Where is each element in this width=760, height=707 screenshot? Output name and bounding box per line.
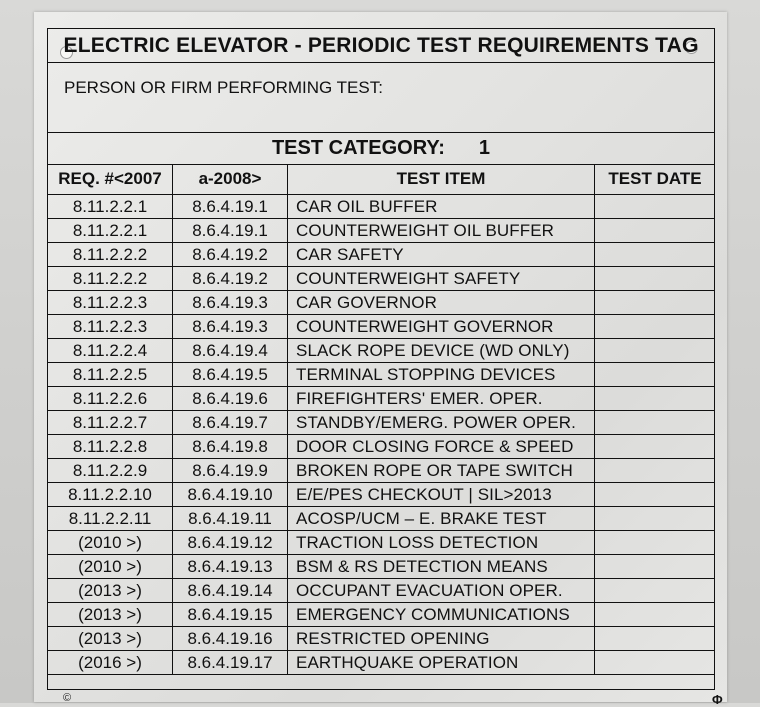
- cell-req-2007: 8.11.2.2.8: [48, 435, 173, 459]
- cell-a-2008: 8.6.4.19.2: [173, 267, 288, 291]
- cell-req-2007: 8.11.2.2.1: [48, 219, 173, 243]
- cell-test-date: [595, 555, 716, 579]
- cell-req-2007: 8.11.2.2.11: [48, 507, 173, 531]
- table-row: [48, 339, 715, 363]
- cell-a-2008: 8.6.4.19.1: [173, 219, 288, 243]
- cell-test-item: EARTHQUAKE OPERATION: [288, 651, 595, 675]
- cell-test-item: CAR OIL BUFFER: [288, 195, 595, 219]
- cell-req-2007: 8.11.2.2.4: [48, 339, 173, 363]
- cell-test-item: DOOR CLOSING FORCE & SPEED: [288, 435, 595, 459]
- copyright-mark: ©: [63, 692, 72, 704]
- test-requirements-tag: [34, 12, 727, 707]
- table-row: [48, 555, 715, 579]
- cell-a-2008: 8.6.4.19.3: [173, 315, 288, 339]
- cell-a-2008: 8.6.4.19.9: [173, 459, 288, 483]
- cell-test-date: [595, 291, 716, 315]
- table-row: [48, 507, 715, 531]
- tag-title: ELECTRIC ELEVATOR - PERIODIC TEST REQUIREMENTS TAG: [48, 29, 714, 63]
- cell-a-2008: 8.6.4.19.12: [173, 531, 288, 555]
- cell-req-2007: (2010 >): [48, 531, 173, 555]
- cell-test-date: [595, 219, 716, 243]
- tag-frame: [47, 28, 723, 707]
- cell-test-date: [595, 315, 716, 339]
- table-row: [48, 651, 715, 675]
- cell-test-date: [595, 507, 716, 531]
- table-row: [48, 627, 715, 651]
- cell-req-2007: 8.11.2.2.9: [48, 459, 173, 483]
- cell-test-date: [595, 651, 716, 675]
- cell-req-2007: (2010 >): [48, 555, 173, 579]
- cell-test-item: COUNTERWEIGHT OIL BUFFER: [288, 219, 595, 243]
- cell-test-item: CAR SAFETY: [288, 243, 595, 267]
- table-row: [48, 483, 715, 507]
- table-row: [48, 315, 715, 339]
- cell-test-date: [595, 435, 716, 459]
- cell-a-2008: 8.6.4.19.2: [173, 243, 288, 267]
- cell-test-date: [595, 579, 716, 603]
- test-requirements-table: [48, 164, 715, 675]
- test-category: [48, 132, 714, 165]
- cell-test-item: RESTRICTED OPENING: [288, 627, 595, 651]
- cell-test-date: [595, 363, 716, 387]
- table-row: [48, 387, 715, 411]
- table-row: [48, 459, 715, 483]
- cell-a-2008: 8.6.4.19.1: [173, 195, 288, 219]
- header-test-date: TEST DATE: [595, 164, 716, 195]
- table-header-row: [48, 164, 715, 195]
- cell-req-2007: 8.11.2.2.2: [48, 267, 173, 291]
- cell-test-item: FIREFIGHTERS' EMER. OPER.: [288, 387, 595, 411]
- performer-label: PERSON OR FIRM PERFORMING TEST:: [64, 78, 383, 97]
- cell-req-2007: 8.11.2.2.6: [48, 387, 173, 411]
- table-row: [48, 291, 715, 315]
- cell-a-2008: 8.6.4.19.6: [173, 387, 288, 411]
- cell-a-2008: 8.6.4.19.8: [173, 435, 288, 459]
- cell-a-2008: 8.6.4.19.11: [173, 507, 288, 531]
- cell-test-item: COUNTERWEIGHT SAFETY: [288, 267, 595, 291]
- table-row: [48, 603, 715, 627]
- table-row: [48, 243, 715, 267]
- header-req-2007: REQ. #<2007: [48, 164, 173, 195]
- cell-test-date: [595, 531, 716, 555]
- cell-a-2008: 8.6.4.19.3: [173, 291, 288, 315]
- cell-a-2008: 8.6.4.19.15: [173, 603, 288, 627]
- category-label: TEST CATEGORY:: [271, 136, 445, 159]
- cell-test-date: [595, 243, 716, 267]
- cell-req-2007: (2013 >): [48, 603, 173, 627]
- cell-req-2007: 8.11.2.2.7: [48, 411, 173, 435]
- cell-req-2007: (2013 >): [48, 579, 173, 603]
- cell-test-item: STANDBY/EMERG. POWER OPER.: [288, 411, 595, 435]
- cell-a-2008: 8.6.4.19.13: [173, 555, 288, 579]
- table-row: [48, 195, 715, 219]
- cell-req-2007: 8.11.2.2.10: [48, 483, 173, 507]
- table-row: [48, 267, 715, 291]
- cell-test-item: BROKEN ROPE OR TAPE SWITCH: [288, 459, 595, 483]
- table-row: [48, 531, 715, 555]
- cell-test-item: TRACTION LOSS DETECTION: [288, 531, 595, 555]
- table-row: [48, 411, 715, 435]
- cell-test-date: [595, 267, 716, 291]
- cell-req-2007: (2013 >): [48, 627, 173, 651]
- category-value: 1: [478, 136, 491, 159]
- header-test-item: TEST ITEM: [288, 164, 595, 195]
- cell-test-date: [595, 627, 716, 651]
- performer-section: [48, 62, 714, 133]
- cell-test-item: COUNTERWEIGHT GOVERNOR: [288, 315, 595, 339]
- cell-a-2008: 8.6.4.19.5: [173, 363, 288, 387]
- cell-req-2007: 8.11.2.2.2: [48, 243, 173, 267]
- cell-test-date: [595, 339, 716, 363]
- cell-test-item: SLACK ROPE DEVICE (WD ONLY): [288, 339, 595, 363]
- cell-test-date: [595, 459, 716, 483]
- cell-test-date: [595, 387, 716, 411]
- cell-test-item: E/E/PES CHECKOUT | SIL>2013: [288, 483, 595, 507]
- cell-test-item: TERMINAL STOPPING DEVICES: [288, 363, 595, 387]
- cell-test-item: ACOSP/UCM – E. BRAKE TEST: [288, 507, 595, 531]
- cell-test-item: OCCUPANT EVACUATION OPER.: [288, 579, 595, 603]
- cell-req-2007: 8.11.2.2.1: [48, 195, 173, 219]
- cell-a-2008: 8.6.4.19.17: [173, 651, 288, 675]
- cell-req-2007: (2016 >): [48, 651, 173, 675]
- table-row: [48, 579, 715, 603]
- cell-test-item: BSM & RS DETECTION MEANS: [288, 555, 595, 579]
- cell-req-2007: 8.11.2.2.5: [48, 363, 173, 387]
- table-row: [48, 363, 715, 387]
- cell-a-2008: 8.6.4.19.14: [173, 579, 288, 603]
- cell-test-item: CAR GOVERNOR: [288, 291, 595, 315]
- table-row: [48, 219, 715, 243]
- cell-test-date: [595, 483, 716, 507]
- cell-test-item: EMERGENCY COMMUNICATIONS: [288, 603, 595, 627]
- cell-test-date: [595, 411, 716, 435]
- cell-a-2008: 8.6.4.19.16: [173, 627, 288, 651]
- cell-test-date: [595, 603, 716, 627]
- cell-a-2008: 8.6.4.19.4: [173, 339, 288, 363]
- bottom-symbol: Φ: [712, 692, 723, 707]
- cell-test-date: [595, 195, 716, 219]
- cell-req-2007: 8.11.2.2.3: [48, 291, 173, 315]
- cell-a-2008: 8.6.4.19.10: [173, 483, 288, 507]
- table-row: [48, 435, 715, 459]
- header-a-2008: a-2008>: [173, 164, 288, 195]
- cell-a-2008: 8.6.4.19.7: [173, 411, 288, 435]
- cell-req-2007: 8.11.2.2.3: [48, 315, 173, 339]
